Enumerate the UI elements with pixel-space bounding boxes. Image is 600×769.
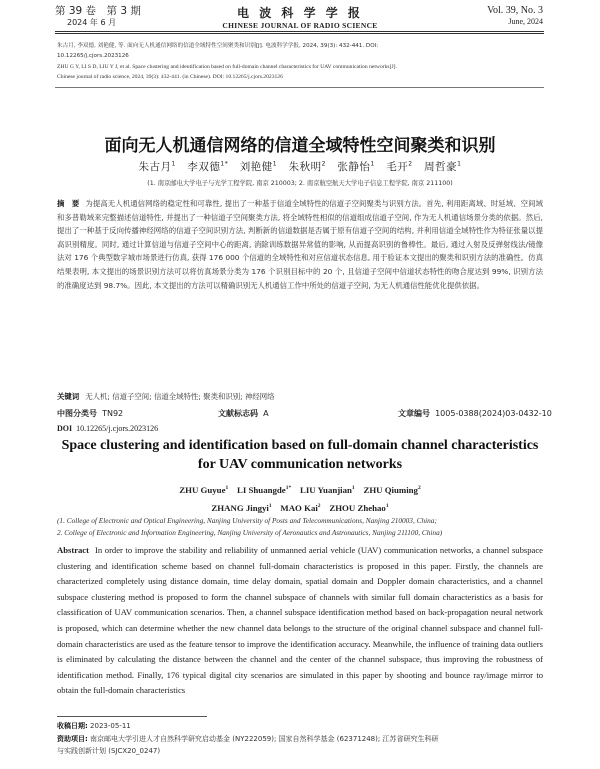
clc-number: 中图分类号 TN92 <box>57 409 124 418</box>
doi-zh: DOI 10.12265/j.cjors.2023126 <box>57 424 159 433</box>
citation-zh-line1: 朱古月, 李双德, 刘艳健, 等. 面向无人机通信网络的信道全域特性空间聚类和识别[J]. 电波科学学报, 2024, 39(3): 432-441. DOI: <box>57 43 379 49</box>
author-zh: 刘艳健$^1$ <box>239 160 278 173</box>
header-rule-thin <box>55 33 544 34</box>
author-zh: 周哲豪$^1$ <box>424 160 462 173</box>
volume-issue-zh: 第 39 卷 第 3 期 <box>55 5 141 17</box>
author-zh: 张静怡$^1$ <box>337 160 375 173</box>
abstract-zh-text: 为提高无人机通信网络的稳定性和可靠性, 提出了一种基于信道全域特性的信道子空间聚类与识别方法。首先, 利用距离域、时延域、空间域和多普勒域来完整描述信道特性, 并提出了一种信道子空间聚类方法, 将全域特性相似的信道组成信道子空间, 作为无人机通信场景分类的依据。然后, 提出了一种基于反向传播神经网络的信道子空间识别方法, 判断新的信道数据是否属于原有信道子空间的结构, 并利用信道全域特性作为特征张量以提高识别精度。同时, 通过计算信道与信道子空间中心的距离, 消除训练数据异常值的影响, 从而提高识别的鲁棒性。最后, 通过入射及反弹射线法/镜像法对 176 个典型数字城市场景进行仿真, 获得 176 000 个信道的全域特性和对应信道状态信息, 用于验证本文提出的聚类和识别方法的准确性。仿真结果表明, 本文提出的场景识别方法可以将仿真场景分类为 176 个识别目标中的 20 个, 且信道子空间中信道状态特性的吻合度达到 99%, 识别方法的准确度达到 98.7%。因此, 本文提出的方法可以精确识别无人机通信工作中所处的信道子空间, 为无人机通信性能优化提供依据。 <box>57 199 543 290</box>
article-number: 文章编号 1005-0388(2024)03-0432-10 <box>398 409 552 418</box>
footnote-rule <box>57 716 207 717</box>
date-zh: 2024 年 6 月 <box>67 18 117 27</box>
footnote-funding-cont: 与实践创新计划 (SJCX20_0247) <box>57 747 161 755</box>
journal-header <box>150 4 450 30</box>
volume-issue-en: Vol. 39, No. 3 <box>487 5 543 16</box>
author-en: ZHU Guyue$^1$ <box>179 484 229 495</box>
citation-en-line1: ZHU G Y, LI S D, LIU Y J, et al. Space clustering and identification based on full-domain channel characteristics for UAV communication networks[J]. <box>57 64 397 70</box>
affiliation-zh: (1. 南京邮电大学电子与光学工程学院, 南京 210003; 2. 南京航空航天大学电子信息工程学院, 南京 211100) <box>147 180 453 187</box>
header-right <box>487 5 543 27</box>
author-en: LIU Yuanjian$^1$ <box>299 484 355 495</box>
abstract-zh-label: 摘 要 <box>57 199 80 208</box>
citation-rule <box>55 87 544 88</box>
author-zh: 朱秋明$^2$ <box>288 160 326 173</box>
citation-zh-line2: 10.12265/j.cjors.2023126 <box>57 53 129 59</box>
author-en: LI Shuangde$^{1*}$ <box>237 484 292 495</box>
authors-en-line2 <box>0 498 600 516</box>
title-en-line2: for UAV communication networks <box>197 457 403 472</box>
footnote-received: 收稿日期: 2023-05-11 <box>57 722 131 730</box>
author-en: ZHU Qiuming$^2$ <box>363 484 421 495</box>
title-zh: 面向无人机通信网络的信道全域特性空间聚类和识别 <box>104 136 496 156</box>
abstract-zh <box>57 197 543 292</box>
affiliation-en-line1: (1. College of Electronic and Optical Engineering, Nanjing University of Posts and Telecommunications, Nanjing 210003, China; <box>57 516 437 525</box>
author-zh: 毛开$^2$ <box>386 160 413 173</box>
journal-name-zh: 电 波 科 学 学 报 <box>237 6 363 20</box>
author-zh: 朱古月$^1$ <box>138 160 176 173</box>
author-zh: 李双德$^{1*}$ <box>187 160 229 173</box>
author-en: ZHANG Jingyi$^1$ <box>211 502 272 513</box>
journal-name-en: CHINESE JOURNAL OF RADIO SCIENCE <box>222 21 378 30</box>
author-en: ZHOU Zhehao$^1$ <box>329 502 389 513</box>
date-en: June, 2024 <box>508 17 543 26</box>
authors-zh <box>0 159 600 174</box>
abstract-en <box>57 543 543 699</box>
abstract-en-label: Abstract <box>57 545 89 555</box>
header-left <box>55 5 141 29</box>
author-en: MAO Kai$^2$ <box>280 502 321 513</box>
authors-en-line1 <box>0 480 600 498</box>
title-en-line1: Space clustering and identification based on full-domain channel characteristics <box>61 438 539 453</box>
keywords-zh-text: 无人机; 信道子空间; 信道全域特性; 聚类和识别; 神经网络 <box>85 392 275 401</box>
document-code: 文献标志码 A <box>218 409 269 418</box>
authors-en <box>0 480 600 516</box>
abstract-en-text: In order to improve the stability and reliability of unmanned aerial vehicle (UAV) communication networks, a channel subspace clustering and identification scheme based on channel full-domain characteristics is proposed in this paper. Firstly, the channels are characterized completely using distance domain, time delay domain, spatial domain and Doppler domain characteristics, and a channel subspace clustering method is proposed to form the channel subspace of channels with similar full domain characteristics as a basis for classification of UAV communication scenarios. Then, a channel subspace identification method based on back-propagation neural network is proposed, which can determine whether the new channel data belongs to the structure of the original channel subspace and channel full-domain characteristics are used as the feature tensor to improve the identification accuracy. Meanwhile, the influence of training data outliers is eliminated by calculating the distance between the channel and the center of the channel subspace, thus improving the robustness of identification method. Finally, 176 typical digital city scenarios are simulated in this paper by shooting and bounce ray/image mirror to obtain the full-domain characteristics <box>57 545 543 696</box>
keywords-zh <box>57 391 543 402</box>
title-en <box>60 436 540 474</box>
header-rule <box>55 31 544 32</box>
keywords-zh-label: 关键词 <box>57 392 80 401</box>
footnote-funding: 资助项目: 南京邮电大学引进人才自然科学研究启动基金 (NY222059); 国家自然科学基金 (62371248); 江苏省研究生科研 <box>57 735 439 743</box>
affiliation-en <box>57 515 544 538</box>
citation-en-line2: Chinese journal of radio science, 2024, 39(3): 432-441. (in Chinese). DOI: 10.12265/j.cjors.2023126 <box>57 74 283 80</box>
affiliation-en-line2: 2. College of Electronic and Information Engineering, Nanjing University of Aeronautics and Astronautics, Nanjing 211100, China) <box>57 527 443 537</box>
